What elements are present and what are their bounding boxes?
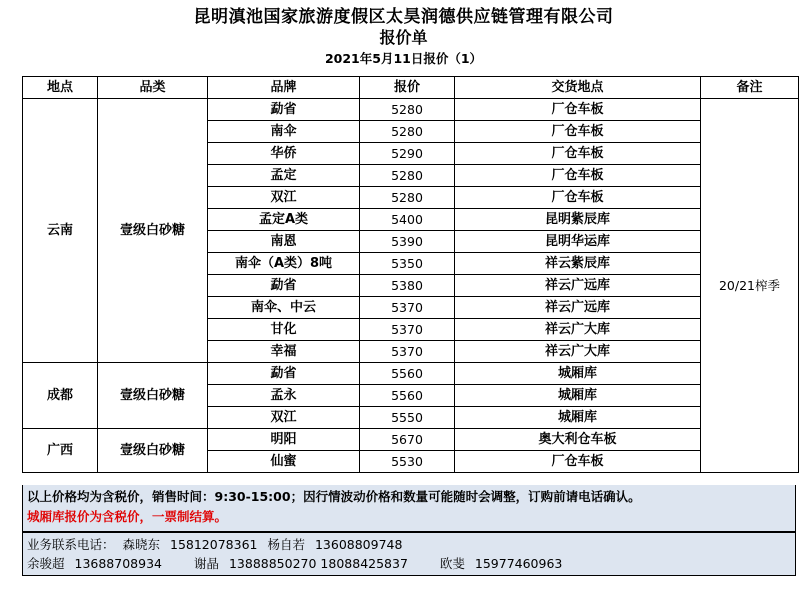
cell-price: 5290 bbox=[360, 143, 455, 165]
cell-delivery: 厂仓车板 bbox=[455, 121, 701, 143]
cell-delivery: 城厢库 bbox=[455, 407, 701, 429]
cell-price: 5670 bbox=[360, 429, 455, 451]
table-header-row bbox=[23, 77, 799, 99]
cell-brand: 南伞、中云 bbox=[208, 297, 360, 319]
cell-delivery: 厂仓车板 bbox=[455, 187, 701, 209]
contact-phone: 13688708934 bbox=[74, 556, 162, 571]
notes-line-warning: 城厢库报价为含税价，一票制结算。 bbox=[27, 509, 228, 524]
cell-brand: 南伞（A类）8吨 bbox=[208, 253, 360, 275]
cell-delivery: 祥云广远库 bbox=[455, 275, 701, 297]
price-table bbox=[22, 76, 799, 473]
price-table-body bbox=[23, 99, 799, 473]
cell-delivery: 昆明紫辰库 bbox=[455, 209, 701, 231]
cell-brand: 仙蜜 bbox=[208, 451, 360, 473]
column-header-brand: 品牌 bbox=[208, 77, 360, 99]
cell-remark: 20/21榨季 bbox=[701, 99, 799, 473]
cell-brand: 华侨 bbox=[208, 143, 360, 165]
cell-price: 5380 bbox=[360, 275, 455, 297]
contact-name: 杨自若 bbox=[267, 537, 305, 552]
cell-brand: 幸福 bbox=[208, 341, 360, 363]
column-header-price: 报价 bbox=[360, 77, 455, 99]
cell-brand: 双江 bbox=[208, 407, 360, 429]
cell-brand: 双江 bbox=[208, 187, 360, 209]
column-header-location: 地点 bbox=[23, 77, 98, 99]
cell-brand: 孟定A类 bbox=[208, 209, 360, 231]
notes-line-pricing: 以上价格均为含税价，销售时间：9:30-15:00；因行情波动价格和数量可能随时会调整，订购前请电话确认。 bbox=[27, 489, 641, 504]
cell-location: 广西 bbox=[23, 429, 98, 473]
cell-category: 壹级白砂糖 bbox=[98, 363, 208, 429]
cell-delivery: 厂仓车板 bbox=[455, 99, 701, 121]
column-header-category: 品类 bbox=[98, 77, 208, 99]
cell-price: 5550 bbox=[360, 407, 455, 429]
cell-brand: 勐省 bbox=[208, 275, 360, 297]
cell-price: 5560 bbox=[360, 363, 455, 385]
contacts-line-2 bbox=[27, 554, 791, 573]
contact-name: 谢晶 bbox=[193, 556, 219, 571]
table-row bbox=[23, 363, 799, 385]
cell-delivery: 昆明华运库 bbox=[455, 231, 701, 253]
contact-name: 森晓东 bbox=[122, 537, 161, 552]
cell-price: 5280 bbox=[360, 165, 455, 187]
cell-category: 壹级白砂糖 bbox=[98, 99, 208, 363]
cell-brand: 勐省 bbox=[208, 99, 360, 121]
cell-delivery: 厂仓车板 bbox=[455, 451, 701, 473]
cell-delivery: 祥云广大库 bbox=[455, 341, 701, 363]
contact-phone: 13608809748 bbox=[314, 537, 403, 552]
table-row bbox=[23, 429, 799, 451]
cell-category: 壹级白砂糖 bbox=[98, 429, 208, 473]
cell-delivery: 厂仓车板 bbox=[455, 143, 701, 165]
document-type: 报价单 bbox=[379, 28, 428, 47]
cell-price: 5280 bbox=[360, 187, 455, 209]
contact-name: 余骏超 bbox=[27, 556, 65, 571]
cell-brand: 明阳 bbox=[208, 429, 360, 451]
cell-location: 成都 bbox=[23, 363, 98, 429]
cell-brand: 勐省 bbox=[208, 363, 360, 385]
cell-brand: 南伞 bbox=[208, 121, 360, 143]
contacts-box bbox=[22, 532, 796, 576]
contact-phone: 13888850270 18088425837 bbox=[228, 556, 408, 571]
cell-price: 5280 bbox=[360, 121, 455, 143]
contacts-label: 业务联系电话： bbox=[27, 537, 115, 552]
cell-price: 5350 bbox=[360, 253, 455, 275]
company-title: 昆明滇池国家旅游度假区太昊润德供应链管理有限公司 bbox=[193, 7, 614, 27]
cell-brand: 甘化 bbox=[208, 319, 360, 341]
column-header-remark: 备注 bbox=[701, 77, 799, 99]
cell-delivery: 祥云紫辰库 bbox=[455, 253, 701, 275]
quote-date: 2021年5月11日报价（1） bbox=[324, 51, 483, 66]
cell-delivery: 奥大利仓车板 bbox=[455, 429, 701, 451]
cell-delivery: 祥云广大库 bbox=[455, 319, 701, 341]
cell-brand: 孟定 bbox=[208, 165, 360, 187]
contacts-line-1 bbox=[27, 535, 791, 554]
contact-phone: 15977460963 bbox=[474, 556, 563, 571]
document-header bbox=[0, 6, 807, 69]
cell-delivery: 城厢库 bbox=[455, 363, 701, 385]
cell-location: 云南 bbox=[23, 99, 98, 363]
contact-name: 欧斐 bbox=[439, 556, 465, 571]
table-row bbox=[23, 99, 799, 121]
cell-brand: 南恩 bbox=[208, 231, 360, 253]
cell-delivery: 厂仓车板 bbox=[455, 165, 701, 187]
cell-price: 5370 bbox=[360, 319, 455, 341]
cell-price: 5390 bbox=[360, 231, 455, 253]
contact-phone: 15812078361 bbox=[170, 537, 258, 552]
cell-price: 5560 bbox=[360, 385, 455, 407]
cell-brand: 孟永 bbox=[208, 385, 360, 407]
cell-price: 5400 bbox=[360, 209, 455, 231]
column-header-delivery: 交货地点 bbox=[455, 77, 701, 99]
cell-price: 5530 bbox=[360, 451, 455, 473]
cell-delivery: 城厢库 bbox=[455, 385, 701, 407]
notes-box bbox=[22, 485, 796, 532]
cell-price: 5370 bbox=[360, 341, 455, 363]
cell-price: 5280 bbox=[360, 99, 455, 121]
cell-delivery: 祥云广远库 bbox=[455, 297, 701, 319]
cell-price: 5370 bbox=[360, 297, 455, 319]
